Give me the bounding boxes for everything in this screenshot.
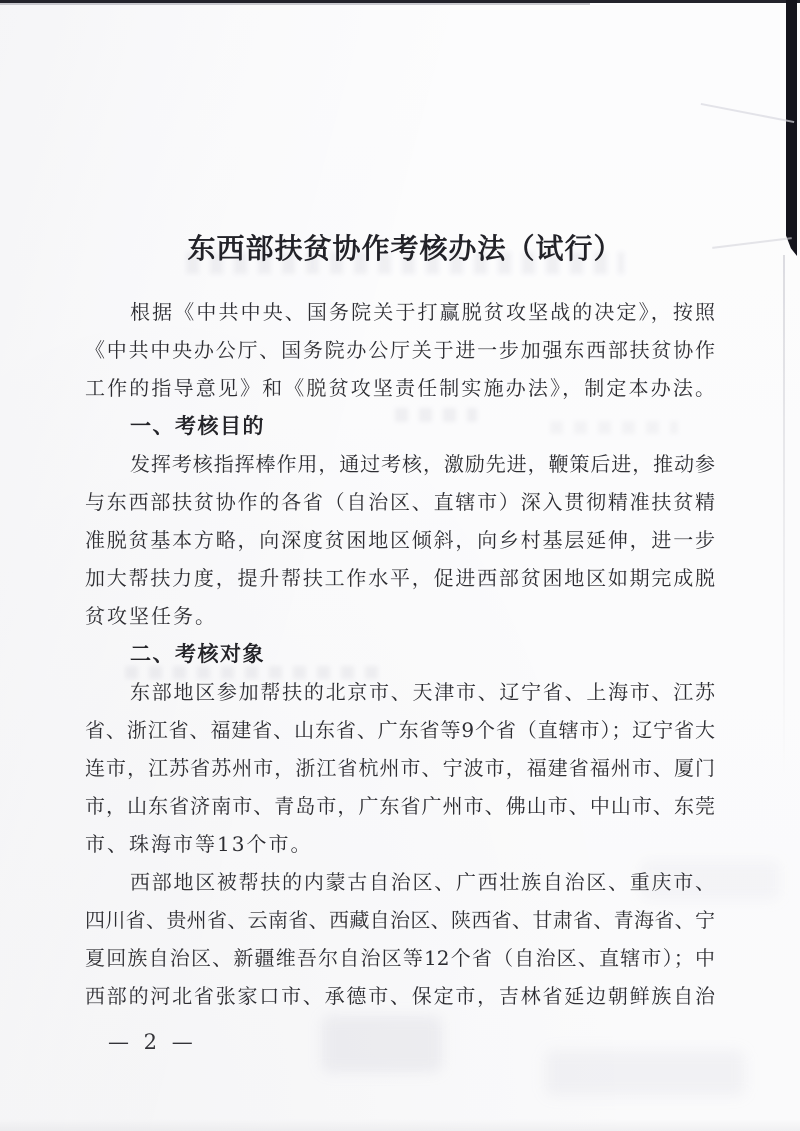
text-line: 市，山东省济南市、青岛市，广东省广州市、佛山市、中山市、东莞 [85, 794, 715, 818]
paper-crease [783, 255, 785, 775]
document-body [85, 293, 715, 1015]
section-heading: 一、考核目的 [130, 414, 265, 438]
text-line: 加大帮扶力度，提升帮扶工作水平，促进西部贫困地区如期完成脱 [85, 566, 715, 590]
text-line: 根据《中共中央、国务院关于打赢脱贫攻坚战的决定》，按照 [130, 300, 715, 324]
scan-edge-bottom [0, 1119, 800, 1131]
text-line: 东部地区参加帮扶的北京市、天津市、辽宁省、上海市、江苏 [130, 680, 715, 704]
text-line: 西部地区被帮扶的内蒙古自治区、广西壮族自治区、重庆市、 [130, 870, 715, 894]
text-line: 准脱贫基本方略，向深度贫困地区倾斜，向乡村基层延伸，进一步 [85, 528, 715, 552]
scan-edge-top-light [0, 3, 590, 5]
text-line: 连市，江苏省苏州市，浙江省杭州市、宁波市，福建省福州市、厦门 [85, 756, 715, 780]
text-line: 市、珠海市等13个市。 [85, 832, 313, 856]
section-heading: 二、考核对象 [130, 642, 265, 666]
text-line: 省、浙江省、福建省、山东省、广东省等9个省（直辖市）；辽宁省大 [85, 718, 715, 742]
text-line: 发挥考核指挥棒作用，通过考核，激励先进，鞭策后进，推动参 [130, 452, 715, 476]
text-line: 夏回族自治区、新疆维吾尔自治区等12个省（自治区、直辖市）；中 [85, 946, 715, 970]
text-line: 《中共中央办公厅、国务院办公厅关于进一步加强东西部扶贫协作 [85, 338, 715, 362]
text-line: 与东西部扶贫协作的各省（自治区、直辖市）深入贯彻精准扶贫精 [85, 490, 715, 514]
bleed-through-artifact [545, 1050, 745, 1096]
text-line: 西部的河北省张家口市、承德市、保定市，吉林省延边朝鲜族自治 [85, 984, 715, 1008]
page-number: — 2 — [108, 1030, 197, 1054]
bleed-through-artifact [322, 1016, 442, 1072]
text-line: 工作的指导意见》和《脱贫攻坚责任制实施办法》，制定本办法。 [85, 376, 715, 400]
text-line: 四川省、贵州省、云南省、西藏自治区、陕西省、甘肃省、青海省、宁 [85, 908, 715, 932]
scan-edge-right [786, 0, 797, 256]
document-title: 东西部扶贫协作考核办法（试行） [187, 231, 623, 265]
text-line: 贫攻坚任务。 [85, 604, 217, 628]
paper-crease [701, 103, 795, 123]
